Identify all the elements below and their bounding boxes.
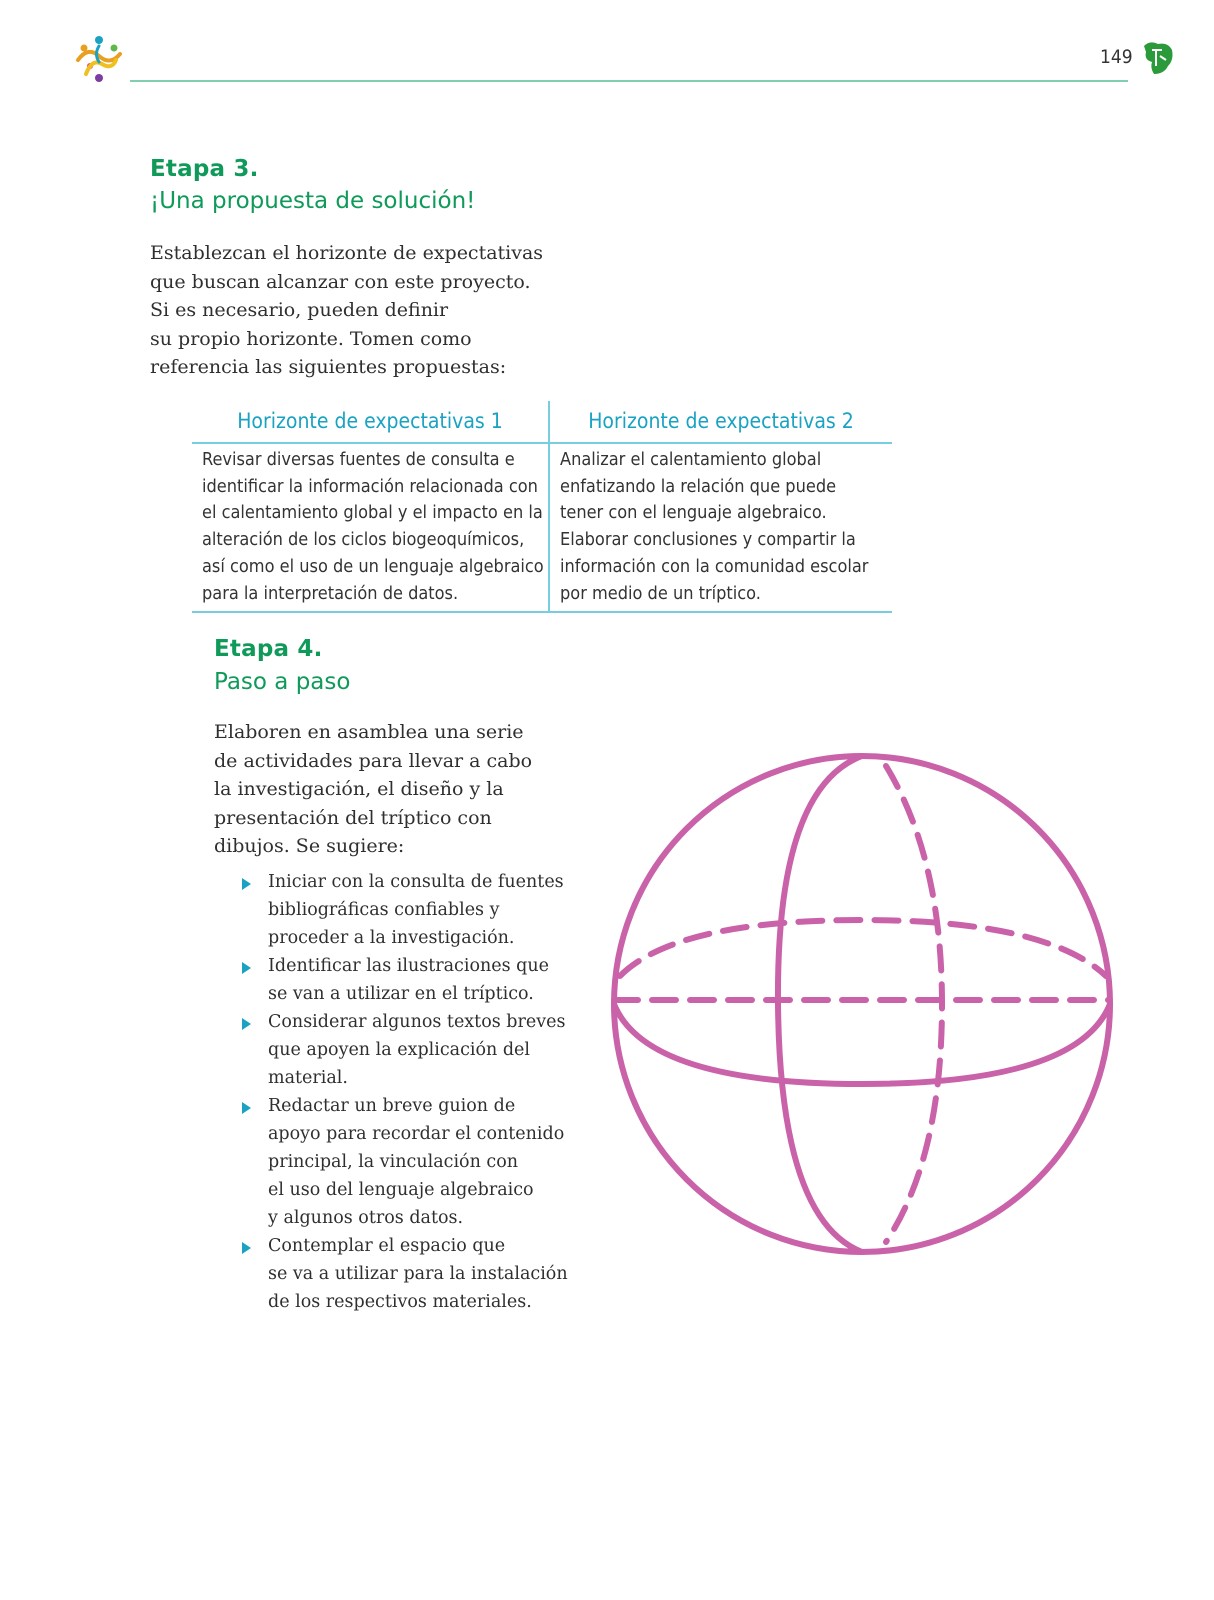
- list-item: [240, 952, 570, 1008]
- header-rule: [130, 80, 1128, 82]
- stage4-intro-line: dibujos. Se sugiere:: [214, 835, 405, 857]
- stage3-intro-line: que buscan alcanzar con este proyecto.: [150, 270, 531, 293]
- stage4-intro: [214, 718, 532, 861]
- sphere-equator-front: [614, 1004, 1110, 1084]
- stage3-intro: [150, 239, 543, 382]
- table-cell-line: identificar la información relacionada con: [202, 475, 538, 497]
- list-item: [240, 1092, 570, 1232]
- list-item: [240, 1008, 570, 1092]
- list-item-line: Identificar las ilustraciones que: [268, 956, 549, 976]
- list-item-line: Iniciar con la consulta de fuentes: [268, 872, 564, 892]
- stage4-intro-line: Elaboren en asamblea una serie: [214, 721, 524, 743]
- triangle-bullet-icon: [242, 878, 251, 890]
- stage4-intro-line: de actividades para llevar a cabo: [214, 749, 533, 772]
- sphere-meridian-back: [886, 766, 942, 1242]
- triangle-bullet-icon: [242, 1242, 251, 1254]
- green-glyph-icon: [1140, 40, 1174, 76]
- list-item: [240, 868, 570, 952]
- list-item-line: proceder a la investigación.: [268, 928, 515, 948]
- table-cell-line: Elaborar conclusiones y compartir la: [560, 529, 856, 551]
- table-cell-line: así como el uso de un lenguaje algebraico: [202, 555, 544, 577]
- stage4-label: Etapa 4.: [214, 636, 323, 662]
- list-item-line: de los respectivos materiales.: [268, 1292, 532, 1312]
- list-item-line: material.: [268, 1068, 348, 1088]
- triangle-bullet-icon: [242, 1102, 251, 1114]
- triangle-bullet-icon: [242, 1018, 251, 1030]
- table-cell-line: información con la comunidad escolar: [560, 555, 869, 577]
- list-item-line: que apoyen la explicación del: [268, 1040, 531, 1060]
- stage4-intro-line: presentación del tríptico con: [214, 806, 492, 829]
- list-item-line: apoyo para recordar el contenido: [268, 1124, 565, 1144]
- list-item-line: Redactar un breve guion de: [268, 1096, 516, 1116]
- stage3-intro-line: Si es necesario, pueden definir: [150, 299, 449, 321]
- list-item-line: se va a utilizar para la instalación: [268, 1264, 568, 1284]
- sphere-outline: [614, 756, 1110, 1252]
- table-cell-line: Analizar el calentamiento global: [560, 449, 822, 470]
- stage4-title: Paso a paso: [214, 669, 351, 695]
- triangle-bullet-icon: [242, 962, 251, 974]
- list-item-line: Considerar algunos textos breves: [268, 1012, 566, 1032]
- table-cell-line: para la interpretación de datos.: [202, 582, 459, 604]
- stage3-intro-line: su propio horizonte. Tomen como: [150, 327, 472, 350]
- sphere-equator-back: [620, 920, 1106, 976]
- table-header-1: Horizonte de expectativas 1: [237, 409, 503, 433]
- list-item-line: se van a utilizar en el tríptico.: [268, 984, 534, 1004]
- table-header-2: Horizonte de expectativas 2: [588, 409, 854, 433]
- list-item: [240, 1232, 570, 1316]
- table-cell-1: [202, 447, 544, 607]
- table-cell-line: tener con el lenguaje algebraico.: [560, 502, 827, 524]
- page-number: 149: [1100, 46, 1133, 68]
- table-cell-line: Revisar diversas fuentes de consulta e: [202, 449, 515, 470]
- table-cell-2: [560, 447, 868, 607]
- table-cell-line: enfatizando la relación que puede: [560, 475, 837, 497]
- list-item-line: Contemplar el espacio que: [268, 1236, 506, 1256]
- table-cell-line: alteración de los ciclos biogeoquímicos,: [202, 529, 525, 551]
- table-cell-line: el calentamiento global y el impacto en la: [202, 502, 543, 524]
- wireframe-sphere-icon: [606, 748, 1118, 1260]
- stage3-intro-line: referencia las siguientes propuestas:: [150, 356, 507, 378]
- colorful-people-logo-icon: [72, 34, 126, 84]
- list-item-line: el uso del lenguaje algebraico: [268, 1180, 534, 1200]
- table-cell-line: por medio de un tríptico.: [560, 582, 761, 604]
- table-header-rule: [192, 442, 892, 444]
- table-bottom-rule: [192, 611, 892, 613]
- expectations-table: [192, 401, 892, 613]
- sphere-meridian-front: [778, 756, 862, 1252]
- stage4-intro-line: la investigación, el diseño y la: [214, 778, 504, 800]
- list-item-line: principal, la vinculación con: [268, 1152, 519, 1172]
- stage3-intro-line: Establezcan el horizonte de expectativas: [150, 242, 544, 264]
- stage4-bullet-list: [240, 868, 570, 1316]
- stage3-label: Etapa 3.: [150, 156, 259, 182]
- list-item-line: bibliográficas confiables y: [268, 900, 500, 920]
- list-item-line: y algunos otros datos.: [268, 1208, 464, 1228]
- stage3-title: ¡Una propuesta de solución!: [150, 188, 476, 214]
